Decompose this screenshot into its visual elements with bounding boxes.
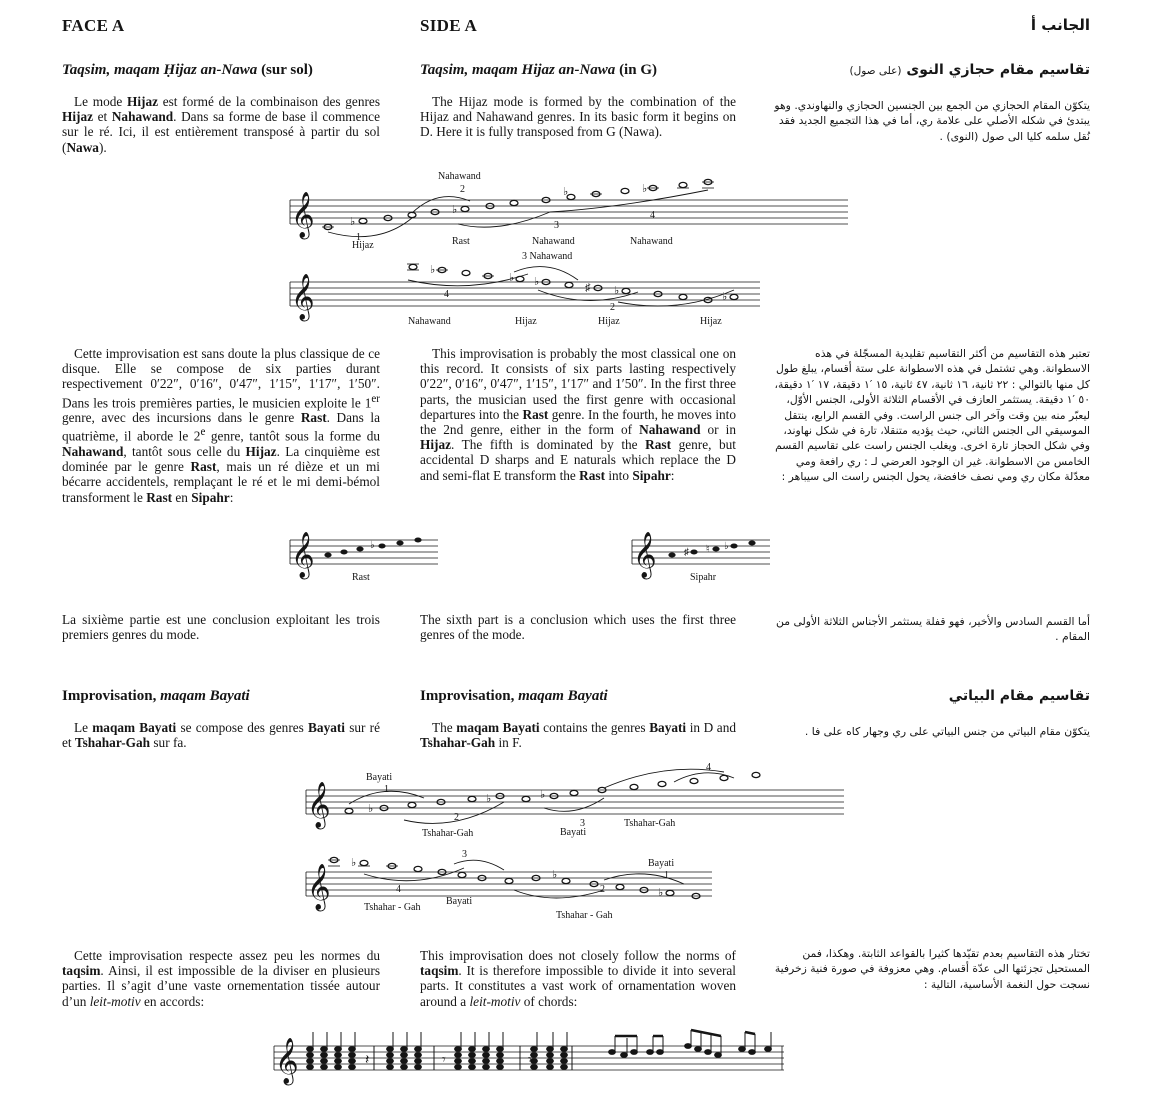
svg-text:Tshahar-Gah: Tshahar-Gah: [624, 818, 676, 829]
svg-text:♭: ♭: [350, 216, 356, 228]
accidentals: [430, 264, 727, 303]
svg-text:4: 4: [706, 762, 711, 773]
english-conclusion-hijaz: The sixth part is a conclusion which uses the first three genres of the mode.: [420, 612, 736, 643]
french-body-hijaz: Cette improvisation est sans doute la plus classique de ce disque. Elle se compose de six parties durant respectivement 0′22″, 0′16″, 0′47″, 1′15″, 1′17″, 1′50″. Dans les trois premières parties, le musicien exploite le 1er genre, avec des incursions dans le genre Rast. Dans la quatrième, il aborde le 2e genre, tantôt sous la forme du Nahawand, tantôt sous celle du Hijaz. La cinquième est dominée par le genre Rast, mais un ré dièze et un mi bécarre accidentels, remplaçant le ré et le mi demi-bémol transforment le Rast en Sipahr:: [62, 346, 381, 505]
svg-text:Tshahar-Gah: Tshahar-Gah: [422, 828, 474, 839]
svg-text:3 Nahawand: 3 Nahawand: [522, 251, 573, 262]
arabic-conclusion-hijaz: أما القسم السادس والأخير، فهو قفلة يستثمر الأجناس الثلاثة الأولى من المقام .: [776, 615, 1090, 644]
svg-text:𝄽: 𝄽: [365, 1053, 370, 1068]
svg-text:3: 3: [554, 220, 559, 231]
treble-clef: 𝄞: [275, 1038, 299, 1083]
chord-note: [307, 1047, 314, 1052]
svg-text:♭: ♭: [658, 887, 664, 899]
svg-text:♯: ♯: [585, 282, 591, 294]
chord-note: [469, 1065, 476, 1070]
chord-note: [387, 1053, 394, 1058]
chord-note: [415, 1065, 422, 1070]
chord-note: [531, 1047, 538, 1052]
chord-note: [349, 1047, 356, 1052]
svg-text:♭: ♭: [368, 803, 374, 815]
chord-note: [349, 1053, 356, 1058]
staff-lines: [290, 200, 848, 224]
chord-note: [349, 1059, 356, 1064]
english-title-bayati: Improvisation, maqam Bayati: [420, 688, 608, 704]
arabic-title-bayati: تقاسيم مقام البياتي: [948, 688, 1090, 704]
french-column-header: FACE A: [62, 16, 125, 35]
english-intro-hijaz: The Hijaz mode is formed by the combination of the Hijaz and Nahawand genres. In its basic form it begins on D. Here it is fully transposed from G (Nawa).: [420, 94, 736, 140]
svg-text:Nahawand: Nahawand: [438, 171, 481, 182]
chord-note: [321, 1053, 328, 1058]
svg-text:1: 1: [664, 870, 669, 881]
chord-note: [469, 1047, 476, 1052]
svg-text:Nahawand: Nahawand: [630, 236, 673, 247]
treble-clef: 𝄞: [291, 274, 315, 319]
rast-genre-label: Rast: [352, 572, 370, 583]
staff-hijaz-1: [288, 168, 848, 252]
slurs: [364, 860, 684, 898]
chord-note: [497, 1047, 504, 1052]
svg-text:Hijaz: Hijaz: [598, 316, 620, 327]
chord-note: [307, 1053, 314, 1058]
svg-text:♭: ♭: [534, 276, 540, 288]
half-flat-accidental: ♭: [370, 540, 375, 551]
arabic-intro-hijaz: يتكوّن المقام الحجازي من الجمع بين الجنسين الحجازي والنهاوندي. وهو يبتدئ في شكله الأصلي على علامة ري، أما في هذا التجميع الجديد فقد نُقل سلمه كليا الى صول (النوى) .: [774, 99, 1090, 143]
chord-note: [335, 1047, 342, 1052]
svg-text:Hijaz: Hijaz: [700, 316, 722, 327]
svg-text:𝄾: 𝄾: [528, 1053, 532, 1068]
svg-text:4: 4: [444, 289, 449, 300]
english-body-bayati: This improvisation does not closely follow the norms of taqsim. It is therefore impossible to divide it into several parts. It constitutes a vast work of ornamentation woven around a leit-motiv of chords:: [420, 948, 736, 1009]
chord-note: [321, 1059, 328, 1064]
svg-text:Nahawand: Nahawand: [532, 236, 575, 247]
chord-note: [547, 1065, 554, 1070]
treble-clef: 𝄞: [307, 864, 331, 909]
english-column-header: SIDE A: [420, 16, 478, 35]
staff2-labels: [408, 251, 722, 327]
svg-text:2: 2: [460, 184, 465, 195]
french-conclusion-hijaz: La sixième partie est une conclusion exploitant les trois premiers genres du mode.: [62, 612, 380, 643]
chord-note: [547, 1059, 554, 1064]
staff3-labels: [366, 762, 711, 839]
chord-note: [455, 1053, 462, 1058]
svg-text:♭: ♭: [642, 183, 648, 195]
svg-text:♭: ♭: [486, 793, 492, 805]
staff-hijaz-2: [288, 250, 760, 330]
english-body-hijaz: This improvisation is probably the most classical one on this record. It consists of six parts lasting respectively 0′22″, 0′16″, 0′47″, 1′15″, 1′17″ and 1′50″. In the first three parts, the musician used the first genre with occasional departures into the Rast genre. In the fourth, he moves into the 2nd genre, either in the form of Nahawand or in Hijaz. The fifth is dominated by the Rast genre, but accidental D sharps and E naturals which replace the D and semi-flat E transform the Rast into Sipahr:: [420, 346, 737, 483]
chord-note: [401, 1053, 408, 1058]
svg-text:♭: ♭: [509, 272, 515, 284]
svg-text:Rast: Rast: [452, 236, 470, 247]
arabic-body-hijaz: تعتبر هذه التقاسيم من أكثر التقاسيم تقليدية المسجّلة في هذه الاسطوانة. وهي تشتمل في هذه الاسطوانة على ستة أقسام، يبلغ طول كل منها بالتوالي : ٢٢ ثانية، ١٦ ثانية، ٤٧ ثانية، ١٥ ′١ دقيقة، ١٧ ′١ دقيقة، ٥٠ ′١ دقيقة. يستثمر العازف في الأقسام الثلاثة الأولى، الجنس الأوّل، ليعبّر منه بين وقت وآخر الى جنس الراست. وفي القسم الرابع، ينتقل الموسيقي الى الجنس الثاني، حيث يؤديه متنقلا، تارة في شكل نهاوند، وفي شكل الحجاز تارة اخرى. ويغلب الجنس راست على تقاسيم القسم الخامس من الاسطوانة. غير ان الوجود العرضي لـ : ري رافعة ومي معدّلة مكان ري ومي نصف خافضة، يحول الجنس راست الى سيباهر :: [774, 347, 1090, 484]
staff-lines: [290, 282, 760, 306]
melody-figures: [609, 1030, 772, 1057]
chord-note: [415, 1047, 422, 1052]
svg-text:♭: ♭: [351, 857, 357, 869]
svg-text:Nahawand: Nahawand: [408, 316, 451, 327]
chord-note: [401, 1059, 408, 1064]
svg-text:Tshahar - Gah: Tshahar - Gah: [364, 902, 421, 913]
chord-note: [483, 1059, 490, 1064]
accidentals: [350, 183, 647, 228]
treble-clef: 𝄞: [291, 532, 315, 577]
staff-leitmotiv-chords: [272, 1024, 784, 1096]
notes: [322, 179, 714, 229]
chord-note: [561, 1047, 568, 1052]
chord-note: [483, 1053, 490, 1058]
staff4-labels: [364, 849, 674, 921]
chord-note: [497, 1065, 504, 1070]
chord-note: [387, 1047, 394, 1052]
svg-text:♮: ♮: [706, 544, 710, 555]
chord-note: [561, 1053, 568, 1058]
notes: [668, 541, 755, 558]
chord-note: [335, 1065, 342, 1070]
svg-text:Tshahar - Gah: Tshahar - Gah: [556, 910, 613, 921]
staff-bayati-1: [304, 762, 844, 842]
chord-note: [349, 1065, 356, 1070]
chord-note: [497, 1059, 504, 1064]
chord-note: [561, 1059, 568, 1064]
arabic-body-bayati: تختار هذه التقاسيم بعدم تقيّدها كثيرا بالقواعد الثابتة. وهكذا، فمن المستحيل تجزئتها الى عدّة أقسام. وهي معزوفة في صورة فنية زخرفية نسجت حول النغمة الأساسية، التالية :: [774, 947, 1090, 991]
chord-note: [561, 1065, 568, 1070]
svg-text:♭: ♭: [724, 541, 729, 552]
chord-note: [321, 1047, 328, 1052]
chord-note: [547, 1053, 554, 1058]
treble-clef: 𝄞: [291, 192, 315, 237]
chord-note: [547, 1047, 554, 1052]
french-intro-bayati: Le maqam Bayati se compose des genres Bayati sur ré et Tshahar-Gah sur fa.: [62, 720, 380, 751]
svg-text:1: 1: [384, 784, 389, 795]
svg-text:♭: ♭: [452, 204, 458, 216]
chord-note: [401, 1065, 408, 1070]
staff-sipahr-genre: [630, 530, 770, 586]
treble-clef: 𝄞: [633, 532, 657, 577]
svg-text:Bayati: Bayati: [366, 772, 393, 783]
svg-text:♯: ♯: [684, 547, 689, 558]
chord-note: [483, 1065, 490, 1070]
chord-note: [401, 1047, 408, 1052]
svg-text:𝄾: 𝄾: [442, 1053, 446, 1068]
svg-text:1: 1: [356, 232, 361, 243]
svg-text:4: 4: [650, 210, 655, 221]
treble-clef: 𝄞: [307, 782, 331, 827]
french-body-bayati: Cette improvisation respecte assez peu les normes du taqsim. Ainsi, il est impossible de la diviser en plusieurs parties. Il s’agit d’une vaste ornementation tissée autour d’un leit-motiv en accords:: [62, 948, 380, 1009]
arabic-title-hijaz: تقاسيم مقام حجازي النوى (على صول): [849, 62, 1090, 78]
svg-text:♭: ♭: [430, 264, 436, 276]
svg-text:3: 3: [580, 818, 585, 829]
svg-text:2: 2: [600, 884, 605, 895]
svg-text:Hijaz: Hijaz: [515, 316, 537, 327]
notes: [407, 264, 738, 303]
chord-note: [469, 1053, 476, 1058]
chord-note: [307, 1059, 314, 1064]
chord-note: [455, 1059, 462, 1064]
chord-note: [387, 1059, 394, 1064]
arabic-intro-bayati: يتكوّن مقام البياتي من جنس البياتي على ري وجهار كاه على فا .: [804, 725, 1090, 738]
svg-text:Bayati: Bayati: [560, 827, 587, 838]
english-title-hijaz: Taqsim, maqam Hijaz an-Nawa (in G): [420, 62, 657, 78]
chord-note: [483, 1047, 490, 1052]
french-title-hijaz: Taqsim, maqam Ḥijaz an-Nawa (sur sol): [62, 62, 313, 78]
svg-text:♭: ♭: [563, 186, 569, 198]
chord-note: [387, 1065, 394, 1070]
chord-note: [455, 1047, 462, 1052]
chord-note: [335, 1059, 342, 1064]
svg-text:♭: ♭: [614, 285, 620, 297]
chord-note: [497, 1053, 504, 1058]
svg-text:2: 2: [610, 302, 615, 313]
french-title-bayati: Improvisation, maqam Bayati: [62, 688, 250, 704]
svg-text:♭: ♭: [552, 869, 558, 881]
chord-note: [321, 1065, 328, 1070]
arabic-column-header: الجانب أ: [1030, 16, 1090, 34]
svg-text:3: 3: [462, 849, 467, 860]
chord-note: [335, 1053, 342, 1058]
chord-note: [415, 1059, 422, 1064]
svg-text:Bayati: Bayati: [648, 858, 675, 869]
chord-note: [307, 1065, 314, 1070]
svg-text:♭: ♭: [722, 291, 728, 303]
staff-bayati-2: [304, 846, 712, 926]
chord-note: [455, 1065, 462, 1070]
accidentals: [684, 541, 729, 558]
sipahr-genre-label: Sipahr: [690, 572, 717, 583]
svg-text:♭: ♭: [540, 789, 546, 801]
svg-text:Hijaz: Hijaz: [352, 240, 374, 251]
chord-note: [469, 1059, 476, 1064]
chord-note: [415, 1053, 422, 1058]
staff1-labels: [352, 171, 673, 251]
french-intro-hijaz: Le mode Hijaz est formé de la combinaison des genres Hijaz et Nahawand. Dans sa forme de base il commence sur le ré. Ici, il est entièrement transposé à partir du sol (Nawa).: [62, 94, 380, 155]
staff-rast-genre: [288, 530, 438, 586]
svg-text:4: 4: [396, 884, 401, 895]
svg-text:Bayati: Bayati: [446, 896, 473, 907]
english-intro-bayati: The maqam Bayati contains the genres Bayati in D and Tshahar-Gah in F.: [420, 720, 736, 751]
svg-text:2: 2: [454, 812, 459, 823]
